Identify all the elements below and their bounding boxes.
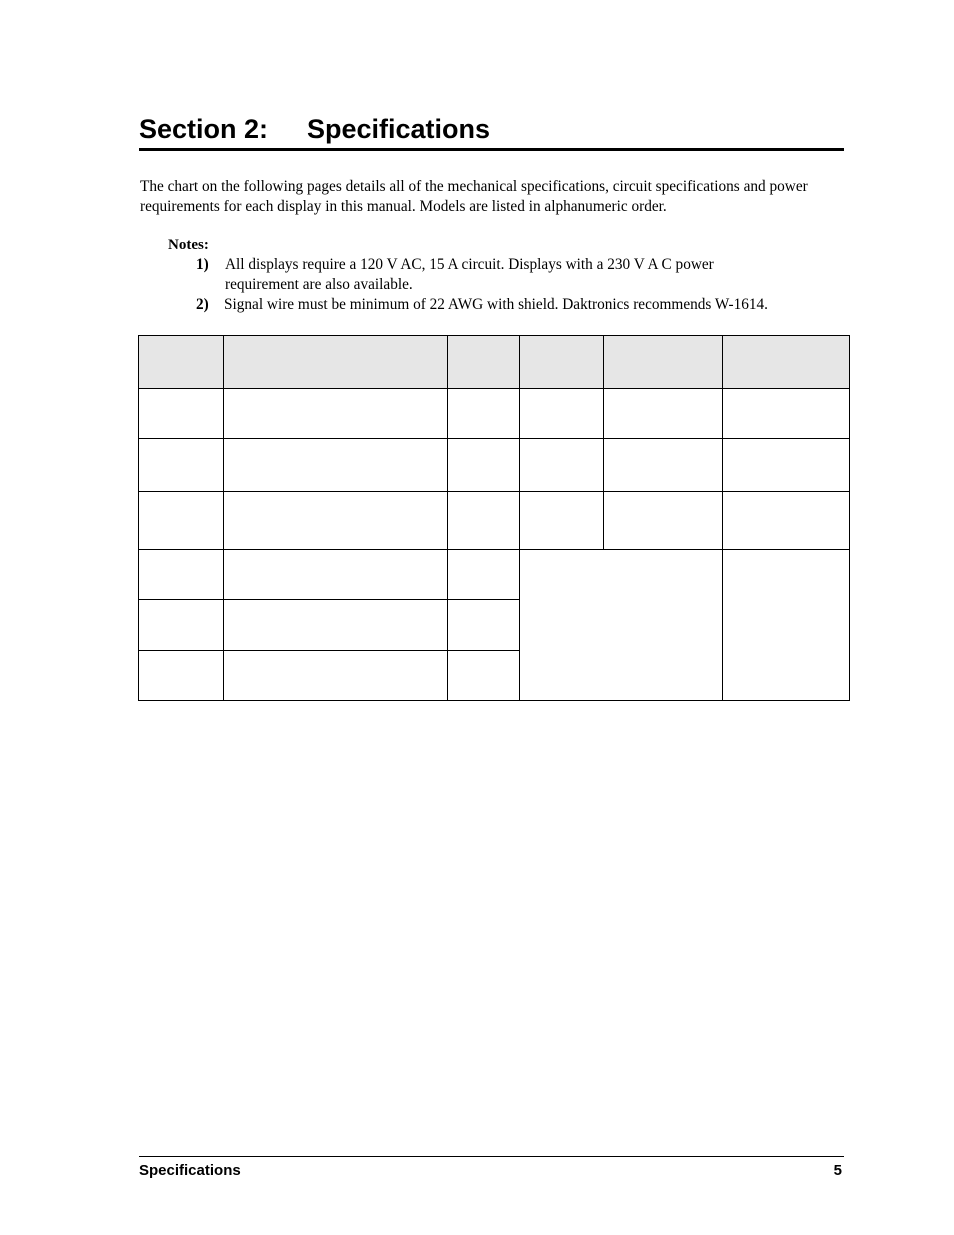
table-cell [520,439,604,492]
table-header-row [139,336,850,389]
note-item [196,255,816,295]
table-cell [224,600,448,651]
table-cell [224,492,448,550]
table-header-cell [723,336,850,389]
table-merged-cell [723,550,850,701]
table-cell [604,389,723,439]
table-cell [139,651,224,701]
table-cell [448,550,520,600]
note-text-line: Signal wire must be minimum of 22 AWG with shield. Daktronics recommends W-1614. [224,296,769,313]
note-number: 2) [196,296,209,313]
table-row [139,492,850,550]
table-cell [448,651,520,701]
table-cell [723,389,850,439]
table-header-cell [224,336,448,389]
table-row [139,439,850,492]
table-cell [520,389,604,439]
table-header-cell [139,336,224,389]
table-header-cell [604,336,723,389]
table-cell [224,439,448,492]
table-header-cell [520,336,604,389]
page-footer [139,1156,844,1181]
table-header-cell [448,336,520,389]
table-cell [139,439,224,492]
table-cell [448,600,520,651]
table-cell [224,651,448,701]
intro-paragraph: The chart on the following pages details all of the mechanical specifications, circuit specifications and power requirements for each display in this manual. Models are listed in alphanumeric order. [140,178,808,215]
table-cell [224,389,448,439]
table-row [139,550,850,600]
table-cell [723,492,850,550]
table-merged-cell [520,550,723,701]
note-text-line: requirement are also available. [225,276,413,293]
note-text-line: All displays require a 120 V AC, 15 A circuit. Displays with a 230 V A C power [225,256,714,273]
table-cell [139,550,224,600]
table-cell [604,492,723,550]
page-number: 5 [833,1162,842,1179]
table-cell [448,492,520,550]
footer-title: Specifications [139,1162,241,1179]
table-cell [139,600,224,651]
note-number: 1) [196,256,209,273]
section-heading [139,112,844,151]
notes-label: Notes: [168,237,209,253]
table-cell [723,439,850,492]
table-cell [448,439,520,492]
table-cell [520,492,604,550]
note-item [196,295,836,315]
table-cell [224,550,448,600]
table-cell [604,439,723,492]
table-cell [448,389,520,439]
section-title: Specifications [307,114,491,144]
table-cell [139,492,224,550]
section-number: Section 2: [139,114,269,144]
table-row [139,389,850,439]
specifications-table [138,335,850,701]
table-cell [139,389,224,439]
